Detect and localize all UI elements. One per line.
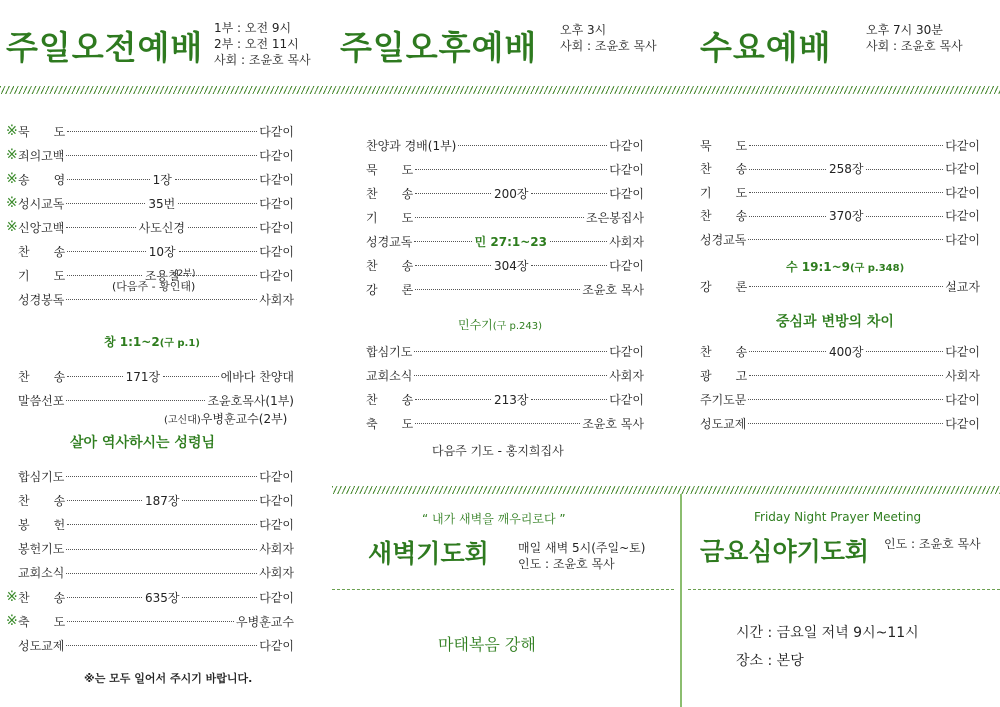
morning-info-line: 2부 : 오전 11시 [214, 37, 299, 51]
standing-footnote: ※는 모두 일어서 주시기 바랍니다. [84, 672, 253, 685]
dot-leader [67, 171, 149, 180]
order-item-leader: 다같이 [609, 162, 644, 177]
dot-leader [749, 367, 943, 376]
order-row [366, 161, 644, 177]
order-item-detail: 171장 [125, 369, 161, 384]
order-row [700, 184, 980, 200]
dot-leader [188, 219, 257, 228]
dot-leader [866, 161, 943, 170]
order-row [700, 391, 980, 407]
dot-leader [182, 589, 257, 598]
afternoon-info-line: 사회 : 조윤호 목사 [560, 39, 657, 53]
order-row [700, 278, 980, 294]
dawn-quote: “ 내가 새벽을 깨우리로다 ” [422, 512, 566, 526]
dawn-course: 마태복음 강해 [438, 635, 536, 654]
dawn-info [518, 540, 645, 572]
wednesday-sermon-title: 중심과 변방의 차이 [776, 314, 894, 330]
dot-leader [178, 195, 257, 204]
order-item-label: 성시교독 [18, 196, 65, 211]
order-item-label: 죄의고백 [18, 148, 65, 163]
order-item-detail: 213장 [493, 392, 529, 407]
morning-scripture [104, 333, 200, 350]
dot-leader [415, 391, 491, 400]
dot-leader [748, 391, 943, 400]
order-item-leader: 다같이 [945, 416, 980, 431]
order-item-detail: 200장 [493, 186, 529, 201]
order-item-label: 성도교제 [700, 416, 747, 431]
order-item-label: 성경교독 [366, 234, 413, 249]
dot-leader [531, 257, 607, 266]
dot-leader [414, 343, 607, 352]
dot-leader [67, 368, 122, 377]
morning-service-title: 주일오전예배 [6, 28, 204, 67]
order-item-leader: 다같이 [259, 638, 294, 653]
order-row [366, 185, 644, 201]
order-item-label: 찬 송 [700, 162, 748, 176]
order-item-leader: 다같이 [259, 493, 294, 508]
order-item-label: 찬 송 [366, 392, 414, 407]
order-row [366, 415, 644, 431]
dot-leader [415, 257, 491, 266]
order-item-detail: 35번 [148, 196, 176, 211]
dot-leader [67, 267, 142, 276]
friday-place: 장소 : 본당 [736, 653, 804, 669]
order-item-label: 기 도 [18, 268, 66, 283]
order-item-leader: 다같이 [259, 590, 294, 605]
order-item-label: 축 도 [18, 614, 66, 629]
preacher2-line [164, 410, 287, 427]
order-row [8, 541, 294, 557]
wednesday-service-info [866, 22, 963, 54]
bottom-divider [332, 486, 1000, 494]
order-row [8, 468, 294, 484]
order-row [8, 637, 294, 653]
morning-service-info [214, 20, 311, 68]
order-item-label: 봉 헌 [18, 517, 66, 532]
order-item-label: 말씀선포 [18, 393, 65, 408]
order-item-leader: 사회자 [259, 542, 294, 557]
order-item-label: 찬 송 [18, 590, 66, 605]
order-item-label: 광 고 [700, 368, 748, 383]
standing-mark: ※ [6, 123, 18, 139]
order-item-label: 찬양과 경배(1부) [366, 138, 457, 153]
order-item-leader: 다같이 [259, 124, 294, 139]
order-row [366, 367, 644, 383]
standing-mark: ※ [6, 171, 18, 187]
afternoon-next-prayer: 다음주 기도 - 홍지희집사 [432, 444, 564, 458]
order-item-label: 기 도 [700, 185, 748, 200]
friday-subtitle: Friday Night Prayer Meeting [754, 510, 922, 524]
dot-leader [415, 281, 580, 290]
next-prayer-note: (다음주 - 황인태) [112, 280, 196, 293]
dot-leader [748, 231, 943, 240]
dot-leader [182, 492, 257, 501]
morning-sermon-title: 살아 역사하시는 성령님 [70, 435, 215, 451]
order-item-label: 찬 송 [366, 186, 414, 201]
dot-leader [749, 184, 943, 193]
friday-prayer-title: 금요심야기도회 [700, 537, 870, 566]
order-item-detail: 370장 [828, 209, 864, 223]
order-item-label: 송 영 [18, 172, 66, 187]
order-item-detail: 조용철 [144, 268, 180, 283]
order-item-leader: 다같이 [259, 196, 294, 211]
standing-mark: ※ [6, 613, 18, 630]
wednesday-scripture-ref: (구 p.348) [850, 263, 905, 274]
preacher2-name: 우병훈교수(2부) [200, 412, 288, 426]
order-item-label: 묵 도 [366, 162, 414, 177]
order-row [8, 565, 294, 581]
order-item-label: 찬 송 [18, 369, 66, 384]
dot-leader [415, 161, 607, 170]
dot-leader [66, 147, 257, 156]
order-item-leader: 조은봉집사 [586, 210, 644, 225]
dawn-divider [332, 589, 674, 590]
dawn-prayer-title: 새벽기도회 [368, 539, 489, 568]
order-item-label: 강 론 [366, 282, 414, 297]
order-item-leader: 다같이 [945, 138, 980, 153]
dot-leader [458, 137, 607, 146]
order-item-detail: 1장 [152, 172, 172, 187]
order-row [18, 392, 294, 408]
order-item-leader: 사회자 [609, 368, 644, 383]
morning-info-line: 1부 : 오전 9시 [214, 21, 292, 35]
morning-info-line: 사회 : 조윤호 목사 [214, 53, 311, 67]
dot-leader [67, 589, 142, 598]
wednesday-info-line: 오후 7시 30분 [866, 23, 943, 37]
standing-mark: ※ [6, 589, 18, 605]
afternoon-sermon-series [458, 316, 542, 333]
dot-leader [414, 367, 607, 376]
dot-leader [67, 123, 257, 132]
order-item-label: 찬 송 [18, 244, 66, 259]
order-item-label: 성도교제 [18, 638, 65, 653]
dot-leader [866, 208, 943, 217]
order-item-label: 신앙고백 [18, 220, 65, 235]
order-item-leader: 에바다 찬양대 [220, 369, 294, 384]
order-item-label: 찬 송 [700, 344, 748, 359]
order-row [700, 137, 980, 153]
prayer-part-note: (2부) [174, 269, 196, 279]
order-row [366, 391, 644, 407]
order-item-label: 성경교독 [700, 232, 747, 247]
afternoon-info-line: 오후 3시 [560, 23, 607, 37]
order-item-leader: 사회자 [945, 368, 980, 383]
dot-leader [67, 516, 257, 525]
order-item-leader: 다같이 [259, 148, 294, 163]
dot-leader [415, 209, 584, 218]
order-item-detail: 187장 [144, 493, 180, 508]
dot-leader [66, 637, 257, 646]
order-row [700, 208, 980, 224]
order-row [8, 516, 294, 532]
order-item-leader: 다같이 [259, 220, 294, 235]
order-item-leader: 조윤호 목사 [582, 282, 644, 297]
order-item-leader: 다같이 [259, 268, 294, 283]
dot-leader [749, 161, 826, 170]
order-item-leader: 우병훈교수 [236, 614, 294, 629]
order-item-detail: 민 27:1~23 [474, 234, 547, 249]
order-row [8, 195, 294, 211]
order-row [700, 231, 980, 247]
afternoon-sermon-ref: (구 p.243) [492, 321, 543, 332]
order-row [8, 243, 294, 259]
order-item-detail: 635장 [144, 590, 180, 605]
order-row [8, 613, 294, 629]
order-item-leader: 다같이 [609, 392, 644, 407]
order-item-leader: 다같이 [945, 162, 980, 176]
order-row [8, 123, 294, 139]
dot-leader [67, 243, 146, 252]
order-item-label: 교회소식 [18, 566, 65, 581]
dot-leader [415, 185, 491, 194]
order-item-label: 합심기도 [18, 469, 65, 484]
friday-divider [688, 589, 1000, 590]
order-item-label: 묵 도 [18, 124, 66, 139]
order-row [366, 137, 644, 153]
order-row [700, 161, 980, 177]
order-item-label: 축 도 [366, 416, 414, 431]
order-row [18, 368, 294, 384]
order-item-detail: 304장 [493, 258, 529, 273]
order-item-leader: 다같이 [259, 244, 294, 259]
dot-leader [175, 171, 257, 180]
wednesday-scripture-text: 수 19:1~9 [786, 260, 851, 274]
order-row [700, 343, 980, 359]
order-item-leader: 다같이 [945, 392, 980, 407]
order-row [8, 589, 294, 605]
order-item-leader: 다같이 [259, 517, 294, 532]
preacher2-affiliation: (고신대) [164, 415, 201, 426]
order-item-label: 강 론 [700, 279, 748, 294]
dot-leader [749, 343, 826, 352]
dot-leader [415, 415, 580, 424]
order-item-label: 묵 도 [700, 138, 748, 153]
order-row [8, 171, 294, 187]
order-item-detail: 10장 [148, 244, 176, 259]
order-item-leader: 조윤호목사(1부) [207, 393, 294, 408]
wednesday-service-title: 수요예배 [700, 28, 832, 67]
order-item-label: 찬 송 [700, 209, 748, 223]
dot-leader [66, 565, 257, 574]
dawn-info-line: 매일 새벽 5시(주일~토) [518, 541, 646, 555]
order-item-leader: 다같이 [945, 209, 980, 223]
dot-leader [550, 233, 607, 242]
morning-scripture-ref: (구 p.1) [159, 338, 200, 349]
order-item-leader: 설교자 [945, 279, 980, 294]
dot-leader [414, 233, 471, 242]
afternoon-sermon-text: 민수기 [458, 318, 493, 332]
friday-time: 시간 : 금요일 저녁 9시~11시 [736, 625, 919, 641]
dot-leader [748, 415, 943, 424]
afternoon-service-title: 주일오후예배 [340, 28, 538, 67]
dot-leader [531, 185, 607, 194]
order-item-detail: 사도신경 [138, 220, 185, 235]
order-item-leader: 다같이 [609, 186, 644, 201]
dot-leader [163, 368, 218, 377]
order-item-label: 성경봉독 [18, 292, 65, 307]
friday-leader: 인도 : 조윤호 목사 [884, 537, 981, 551]
standing-mark: ※ [6, 147, 18, 163]
order-item-leader: 다같이 [945, 344, 980, 359]
dot-leader [866, 343, 943, 352]
wednesday-scripture [786, 258, 904, 275]
standing-mark: ※ [6, 195, 18, 211]
dot-leader [531, 391, 607, 400]
order-item-label: 찬 송 [18, 493, 66, 508]
dot-leader [66, 468, 257, 477]
wednesday-info-line: 사회 : 조윤호 목사 [866, 39, 963, 53]
order-row [366, 209, 644, 225]
order-item-leader: 다같이 [945, 185, 980, 200]
order-item-label: 주기도문 [700, 392, 747, 407]
dot-leader [66, 219, 135, 228]
order-item-label: 교회소식 [366, 368, 413, 383]
order-item-label: 찬 송 [366, 258, 414, 273]
order-item-leader: 사회자 [259, 292, 294, 307]
order-row [8, 492, 294, 508]
morning-scripture-text: 창 1:1~2 [104, 335, 160, 349]
dot-leader [67, 613, 234, 622]
dot-leader [749, 137, 943, 146]
order-row [366, 281, 644, 297]
order-row [8, 147, 294, 163]
order-item-leader: 다같이 [259, 469, 294, 484]
order-row [366, 343, 644, 359]
order-item-leader: 조윤호 목사 [582, 416, 644, 431]
dot-leader [66, 392, 205, 401]
order-item-detail: 400장 [828, 344, 864, 359]
dot-leader [749, 278, 943, 287]
standing-mark: ※ [6, 219, 18, 235]
order-row [8, 219, 294, 235]
order-row [700, 367, 980, 383]
order-item-leader: 다같이 [259, 172, 295, 187]
dot-leader [66, 195, 145, 204]
order-item-leader: 다같이 [609, 138, 644, 153]
order-item-label: 봉헌기도 [18, 542, 65, 557]
order-item-leader: 다같이 [609, 344, 644, 359]
dot-leader [749, 208, 826, 217]
afternoon-service-info [560, 22, 657, 54]
header-divider [0, 86, 1000, 94]
order-item-leader: 사회자 [609, 234, 644, 249]
order-item-leader: 사회자 [259, 566, 294, 581]
dawn-info-line: 인도 : 조윤호 목사 [518, 557, 615, 571]
order-item-label: 합심기도 [366, 344, 413, 359]
order-row [366, 233, 644, 249]
order-item-leader: 다같이 [945, 232, 980, 247]
order-row [366, 257, 644, 273]
order-row [700, 415, 980, 431]
order-item-leader: 다같이 [609, 258, 644, 273]
order-item-label: 기 도 [366, 210, 414, 225]
order-item-detail: 258장 [828, 162, 864, 176]
dot-leader [179, 243, 258, 252]
dot-leader [66, 541, 257, 550]
vertical-separator [680, 494, 682, 707]
dot-leader [67, 492, 142, 501]
